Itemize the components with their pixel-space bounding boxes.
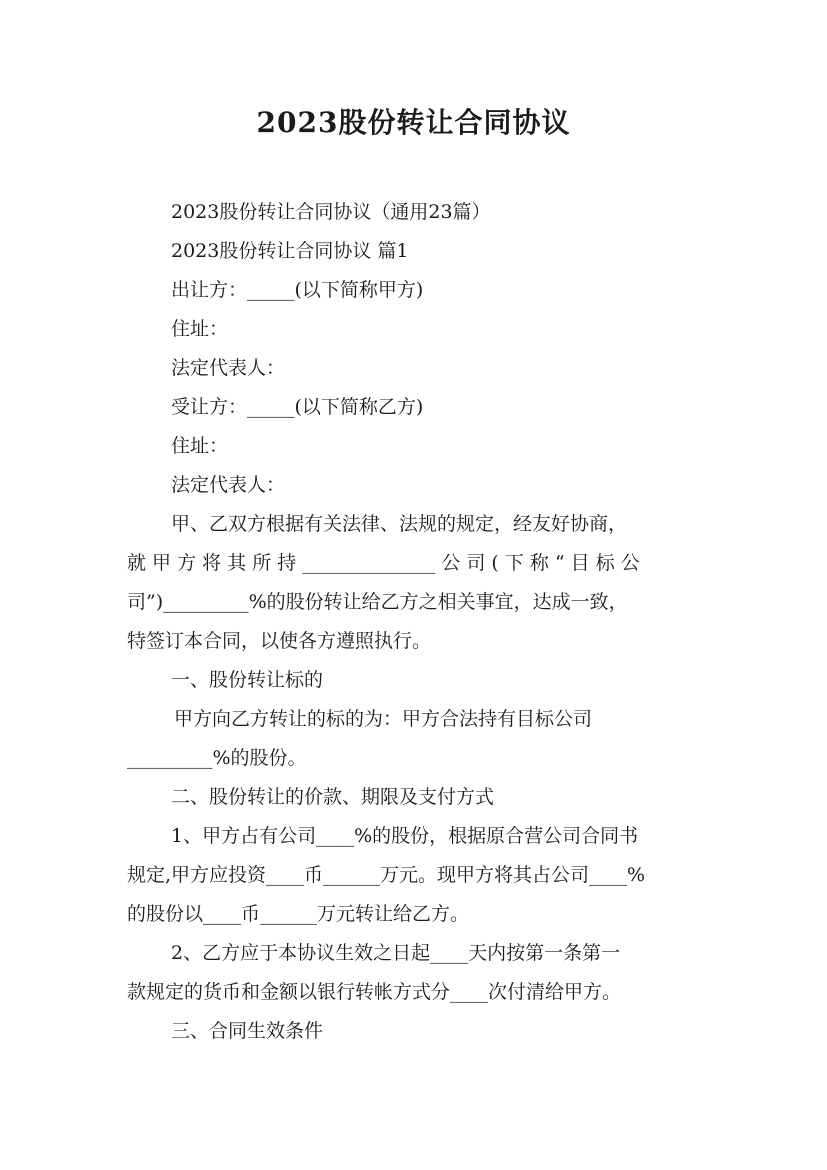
transferor-address: 住址： [171, 318, 229, 340]
document-title: 2023股份转让合同协议 [256, 106, 571, 139]
transferor-line: 出让方：_____(以下简称甲方) [171, 279, 424, 301]
paragraph-line: 特签订本合同，以使各方遵照执行。 [127, 630, 432, 652]
subtitle-line: 2023股份转让合同协议（通用23篇） [171, 201, 491, 223]
paragraph-line: 司”)_________%的股份转让给乙方之相关事宜，达成一致， [127, 591, 628, 613]
transferee-line: 受让方：_____(以下简称乙方) [171, 396, 424, 418]
clause-heading: 二、股份转让的价款、期限及支付方式 [171, 786, 495, 808]
transferor-representative: 法定代表人： [171, 357, 286, 379]
paragraph-line: 甲方向乙方转让的标的为：甲方合法持有目标公司 [174, 708, 593, 730]
clause-heading: 一、股份转让标的 [171, 669, 324, 691]
section-heading: 2023股份转让合同协议 篇1 [171, 240, 409, 262]
clause-heading: 三、合同生效条件 [171, 1020, 324, 1042]
paragraph-line: 规定,甲方应投资____币______万元。现甲方将其占公司____% [127, 864, 646, 886]
paragraph-line: 2、乙方应于本协议生效之日起____天内按第一条第一 [171, 942, 621, 964]
paragraph-line: 甲、乙双方根据有关法律、法规的规定，经友好协商， [171, 513, 628, 535]
paragraph-line: 就 甲 方 将 其 所 持 ______________ 公 司 ( 下 称 “ 目 标 公 [127, 552, 640, 574]
transferee-address: 住址： [171, 435, 229, 457]
paragraph-line: 1、甲方占有公司____%的股份，根据原合营公司合同书 [171, 825, 639, 847]
paragraph-line: 款规定的货币和金额以银行转帐方式分____次付清给甲方。 [127, 981, 622, 1003]
paragraph-line: 的股份以____币______万元转让给乙方。 [127, 903, 470, 925]
paragraph-line: _________%的股份。 [127, 747, 307, 769]
transferee-representative: 法定代表人： [171, 474, 286, 496]
